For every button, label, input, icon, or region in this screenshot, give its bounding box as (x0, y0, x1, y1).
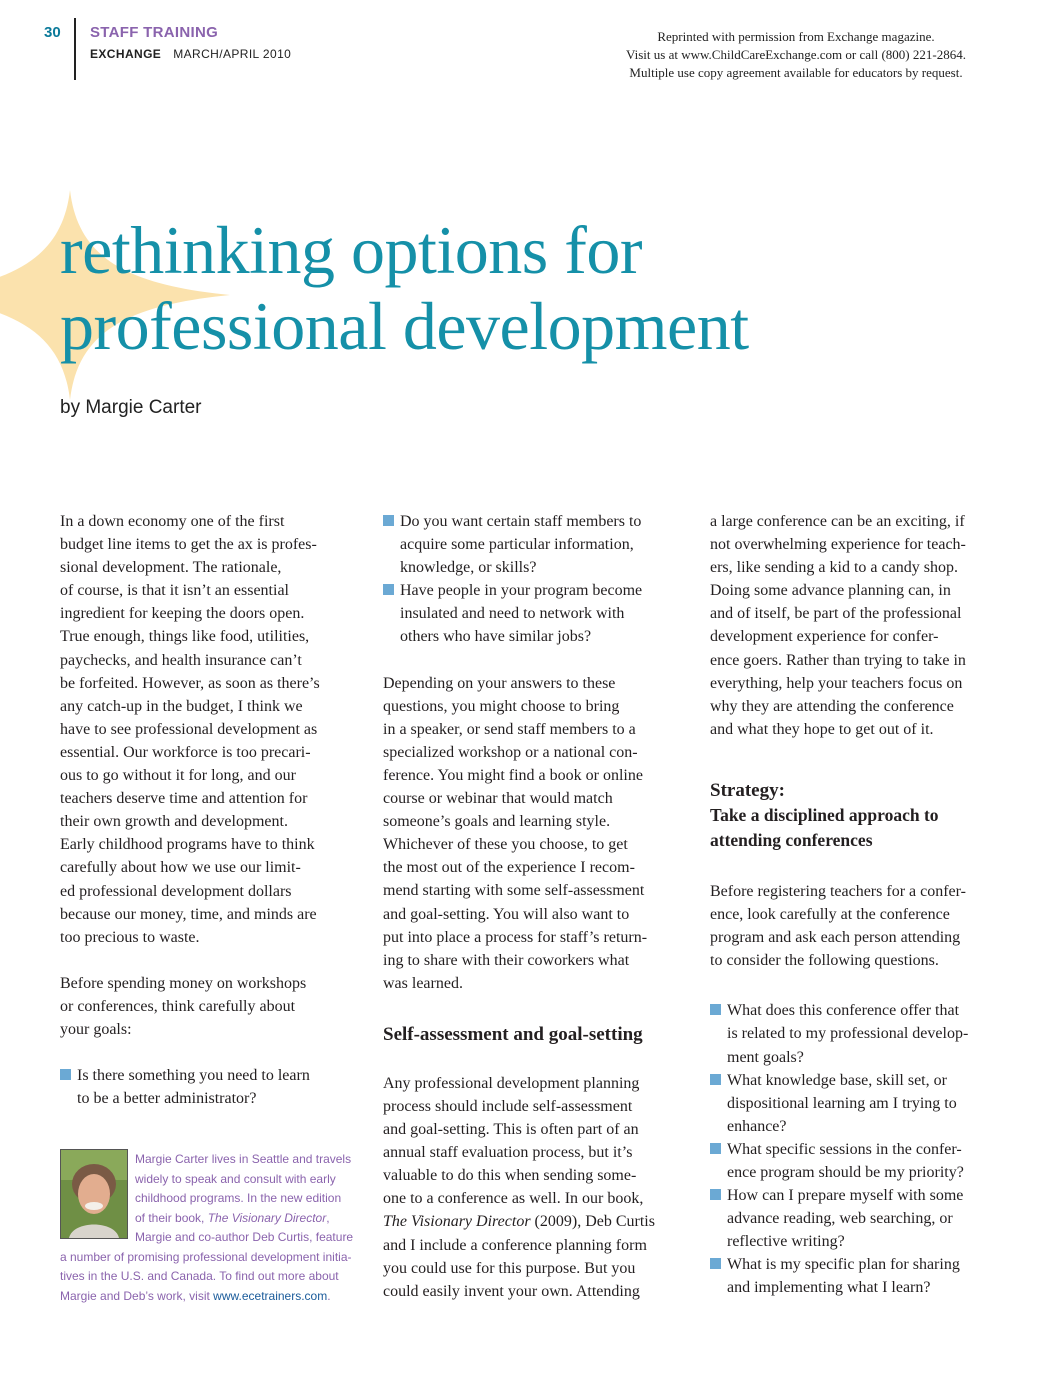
text-line: why they are attending the conference (710, 697, 954, 715)
text-line: put into place a process for staff’s return- (383, 928, 648, 946)
magazine-name: EXCHANGE (90, 47, 162, 61)
text-line: ous to go without it for long, and our (60, 767, 296, 785)
header-divider (74, 18, 76, 80)
text-line: Take a disciplined approach to (710, 804, 939, 825)
reprint-line: Multiple use copy agreement available for educators by request. (629, 65, 963, 80)
author-bio (60, 1150, 360, 1306)
title-line: professional development (60, 288, 749, 364)
paragraph (60, 510, 352, 949)
text-line: program and ask each person attending (710, 929, 961, 947)
text-line: enhance? (727, 1117, 787, 1135)
paragraph (383, 1072, 681, 1303)
text-line: essential. Our workforce is too precari- (60, 743, 311, 761)
text-line: in a speaker, or send staff members to a (383, 720, 636, 738)
text-line: specialized workshop or a national con- (383, 743, 638, 761)
column-2 (383, 510, 681, 1303)
text-line: Is there something you need to learn (77, 1067, 310, 1085)
text-line: process should include self-assessment (383, 1097, 633, 1115)
list-item (60, 1064, 352, 1110)
text-line: How can I prepare myself with some (727, 1187, 964, 1205)
magazine-issue-line (90, 47, 291, 61)
text-line: not overwhelming experience for teach- (710, 536, 966, 554)
text-line: valuable to do this when sending some- (383, 1167, 637, 1185)
text-line: What knowledge base, skill set, or (727, 1071, 947, 1089)
text-line: ence program should be my priority? (727, 1163, 964, 1181)
strategy-heading: Strategy: (710, 779, 785, 801)
title-line: rethinking options for (60, 212, 643, 288)
text-line: reflective writing? (727, 1233, 845, 1251)
text-line: Whichever of these you choose, to get (383, 836, 628, 854)
text-line: Any professional development planning (383, 1074, 640, 1092)
text-line: ference. You might find a book or online (383, 766, 643, 784)
text-line: could easily invent your own. Attending (383, 1282, 640, 1300)
text-line: everything, help your teachers focus on (710, 674, 963, 692)
bio-line (60, 1209, 360, 1229)
bio-line: a number of promising professional development initia- (60, 1249, 352, 1264)
bio-text: , (326, 1210, 330, 1225)
text-line: teachers deserve time and attention for (60, 790, 308, 808)
paragraph (383, 672, 681, 995)
text-line: ers, like sending a kid to a candy shop. (710, 559, 958, 577)
section-label: STAFF TRAINING (90, 24, 219, 41)
text-line: ed professional development dollars (60, 882, 292, 900)
page-number: 30 (44, 24, 61, 41)
bio-text: Margie and Deb’s work, visit (60, 1288, 214, 1303)
text-line: be forfeited. However, as soon as there’s (60, 674, 320, 692)
text-line: Before spending money on workshops (60, 974, 307, 992)
text-line: ence goers. Rather than trying to take in (710, 651, 966, 669)
text-line: ingredient for keeping the doors open. (60, 605, 305, 623)
text-line: Depending on your answers to these (383, 674, 616, 692)
text-line: acquire some particular information, (400, 536, 634, 554)
text-line: and implementing what I learn? (727, 1279, 931, 1297)
text-line: ment goals? (727, 1048, 804, 1066)
text-line: What does this conference offer that (727, 1002, 960, 1020)
text-line: or conferences, think carefully about (60, 997, 296, 1015)
text-line (383, 1210, 681, 1233)
text-line: and goal-setting. This is often part of an (383, 1121, 639, 1139)
text-line: dispositional learning am I trying to (727, 1094, 957, 1112)
bio-line: Margie and co-author Deb Curtis, feature (135, 1230, 354, 1244)
text-line: someone’s goals and learning style. (383, 813, 611, 831)
text-line: What is my specific plan for sharing (727, 1256, 960, 1274)
reprint-line: Visit us at www.ChildCareExchange.com or call (800) 221-2864. (626, 47, 966, 62)
text-line: others who have similar jobs? (400, 628, 592, 646)
text-line: and of itself, be part of the professional (710, 605, 962, 623)
text-line: True enough, things like food, utilities, (60, 628, 310, 646)
text-line: knowledge, or skills? (400, 559, 537, 577)
text-line: too precious to waste. (60, 928, 200, 946)
paragraph (60, 972, 352, 1041)
text-line: annual staff evaluation process, but it’s (383, 1144, 633, 1162)
paragraph (710, 880, 1006, 972)
bio-line: childhood programs. In the new edition (135, 1191, 342, 1205)
website-link[interactable]: www.ecetrainers.com (213, 1288, 328, 1303)
bio-line: tives in the U.S. and Canada. To find out more about (60, 1269, 339, 1283)
text-line: sional development. The rationale, (60, 559, 282, 577)
text-line: What specific sessions in the confer- (727, 1140, 962, 1158)
text-line: Have people in your program become (400, 582, 643, 600)
text-line: budget line items to get the ax is profes- (60, 536, 317, 554)
text-line: mend starting with some self-assessment (383, 882, 645, 900)
text-line: a large conference can be an exciting, if (710, 513, 965, 530)
paragraph (710, 510, 1006, 741)
text-line: because our money, time, and minds are (60, 905, 317, 923)
text-line: carefully about how we use our limit- (60, 859, 301, 877)
text-line: of course, is that it isn’t an essential (60, 582, 289, 600)
bio-text: of their book, (135, 1210, 208, 1225)
list-item (710, 1253, 1006, 1299)
text-line: one to a conference as well. In our book, (383, 1190, 644, 1208)
list-item (710, 1138, 1006, 1184)
text-line: have to see professional development as (60, 720, 318, 738)
text-line: ing to share with their coworkers what (383, 951, 630, 969)
bio-line (60, 1287, 360, 1307)
issue-date: MARCH/APRIL 2010 (173, 47, 292, 61)
text-line: Before registering teachers for a confer- (710, 882, 966, 900)
text-line: advance reading, web searching, or (727, 1210, 953, 1228)
text-line: any catch-up in the budget, I think we (60, 697, 303, 715)
list-item (710, 999, 1006, 1068)
bio-line: Margie Carter lives in Seattle and travels (135, 1152, 352, 1166)
text-line: development experience for confer- (710, 628, 939, 646)
text-line: Early childhood programs have to think (60, 836, 315, 854)
question-list (383, 510, 681, 649)
text-line: attending conferences (710, 829, 873, 850)
text-line: to be a better administrator? (77, 1090, 257, 1108)
text-line: their own growth and development. (60, 813, 288, 831)
section-heading: Self-assessment and goal-setting (383, 1023, 643, 1045)
column-3 (710, 510, 1006, 1300)
reprint-line: Reprinted with permission from Exchange magazine. (657, 29, 935, 44)
text-line: and I include a conference planning form (383, 1236, 647, 1254)
text-line: to consider the following questions. (710, 952, 939, 970)
book-title: The Visionary Director (383, 1213, 531, 1231)
bio-text: . (327, 1288, 331, 1303)
text-line: is related to my professional develop- (727, 1025, 969, 1043)
byline: by Margie Carter (60, 397, 202, 418)
text-line: course or webinar that would match (383, 790, 613, 808)
text-line: was learned. (383, 974, 463, 992)
question-list (60, 1064, 352, 1110)
text-line: ence, look carefully at the conference (710, 906, 950, 924)
column-1 (60, 510, 352, 1110)
reprint-notice (586, 28, 1006, 82)
text-line: In a down economy one of the first (60, 513, 285, 530)
text-line: Do you want certain staff members to (400, 513, 642, 530)
text-line: and what they hope to get out of it. (710, 720, 934, 738)
list-item (383, 510, 681, 579)
bio-line: widely to speak and consult with early (135, 1171, 336, 1186)
book-title: The Visionary Director (207, 1210, 327, 1225)
text-line: questions, you might choose to bring (383, 697, 620, 715)
text-line: Doing some advance planning can, in (710, 582, 951, 600)
text-line: you could use for this purpose. But you (383, 1259, 636, 1277)
list-item (710, 1184, 1006, 1253)
article-title (60, 212, 1040, 364)
list-item (710, 1069, 1006, 1138)
list-item (383, 579, 681, 648)
text-line: paychecks, and health insurance can’t (60, 651, 302, 669)
strategy-subheading (710, 803, 1006, 853)
text-line: your goals: (60, 1020, 132, 1038)
text-line: and goal-setting. You will also want to (383, 905, 630, 923)
text-line: the most out of the experience I recom- (383, 859, 635, 877)
text-line: insulated and need to network with (400, 605, 625, 623)
conference-question-list (710, 999, 1006, 1299)
text-fragment: (2009), Deb Curtis (530, 1213, 655, 1231)
